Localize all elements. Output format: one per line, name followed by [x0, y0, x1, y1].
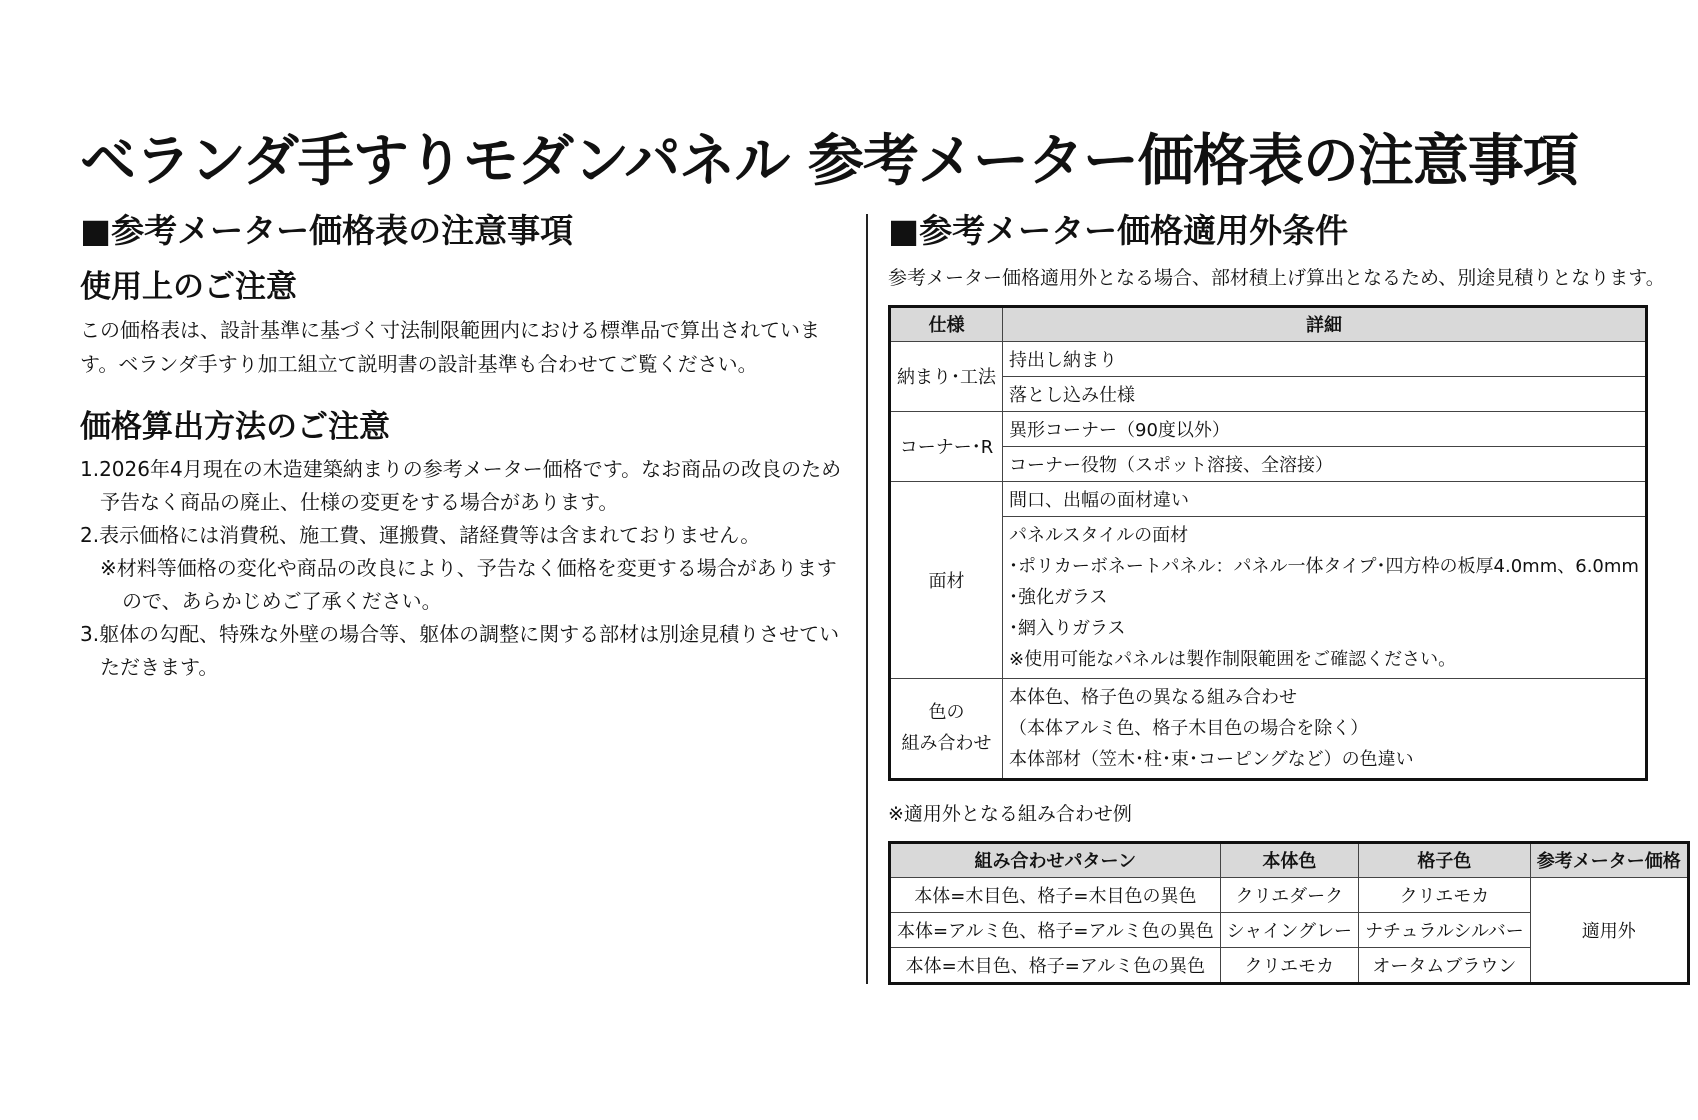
- body-color-cell: クリエダーク: [1220, 877, 1358, 912]
- detail-line: 本体色、格子色の異なる組み合わせ: [1009, 686, 1297, 708]
- table-row: [890, 678, 1647, 779]
- spec-color-line-1: 色の: [928, 702, 965, 724]
- left-column: [80, 210, 855, 684]
- body-color-cell: クリエモカ: [1220, 947, 1358, 983]
- table-row: [890, 411, 1647, 446]
- detail-line: ･ポリカーボネートパネル：パネル一体タイプ･四方枠の板厚4.0mm、6.0mm: [1009, 555, 1639, 577]
- table-row: [890, 481, 1647, 516]
- calc-list: [80, 453, 855, 684]
- detail-cell: コーナー役物（スポット溶接、全溶接）: [1003, 446, 1647, 481]
- detail-line: ※使用可能なパネルは製作制限範囲をご確認ください。: [1009, 648, 1457, 670]
- pattern-cell: 本体=アルミ色、格子=アルミ色の異色: [890, 912, 1221, 947]
- combination-table: [888, 841, 1690, 985]
- table-row: [890, 446, 1647, 481]
- detail-cell-color: [1003, 678, 1647, 779]
- pattern-cell: 本体=木目色、格子=木目色の異色: [890, 877, 1221, 912]
- detail-cell: 異形コーナー（90度以外）: [1003, 411, 1647, 446]
- spec-color: [890, 678, 1003, 779]
- header-price: 参考メーター価格: [1530, 842, 1688, 877]
- detail-line: ･強化ガラス: [1009, 586, 1108, 608]
- header-body-color: 本体色: [1220, 842, 1358, 877]
- detail-line: （本体アルミ色、格子木目色の場合を除く）: [1009, 717, 1369, 739]
- detail-cell: 持出し納まり: [1003, 341, 1647, 376]
- header-pattern: 組み合わせパターン: [890, 842, 1221, 877]
- calc-item-1: 1.2026年4月現在の木造建築納まりの参考メーター価格です。なお商品の改良のため予告なく商品の廃止、仕様の変更をする場合があります。: [80, 457, 842, 515]
- notes-section-heading: ■参考メーター価格表の注意事項: [80, 211, 574, 250]
- table-row: [890, 516, 1647, 678]
- detail-cell: 落とし込み仕様: [1003, 376, 1647, 411]
- header-spec: 仕様: [890, 306, 1003, 341]
- header-detail: 詳細: [1003, 306, 1647, 341]
- detail-line: パネルスタイルの面材: [1009, 524, 1189, 546]
- usage-heading: 使用上のご注意: [80, 268, 297, 305]
- header-lattice-color: 格子色: [1359, 842, 1531, 877]
- table-row: [890, 877, 1689, 912]
- column-divider: [866, 214, 868, 984]
- table-row: [890, 341, 1647, 376]
- conditions-header-row: [890, 306, 1647, 341]
- conditions-table: [888, 305, 1648, 781]
- calc-item-3: 3.躯体の勾配、特殊な外壁の場合等、躯体の調整に関する部材は別途見積りさせていただきます。: [80, 622, 840, 680]
- detail-cell: 間口、出幅の面材違い: [1003, 481, 1647, 516]
- lattice-color-cell: オータムブラウン: [1359, 947, 1531, 983]
- calc-item-2-note: ※材料等価格の変化や商品の改良により、予告なく価格を変更する場合がありますので、あらかじめご了承ください。: [100, 556, 837, 614]
- usage-text: この価格表は、設計基準に基づく寸法制限範囲内における標準品で算出されています。ベランダ手すり加工組立て説明書の設計基準も合わせてご覧ください。: [80, 318, 820, 377]
- exclusion-intro: 参考メーター価格適用外となる場合、部材積上げ算出となるため、別途見積りとなります。: [888, 266, 1665, 289]
- pattern-cell: 本体=木目色、格子=アルミ色の異色: [890, 947, 1221, 983]
- combo-note: ※適用外となる組み合わせ例: [888, 802, 1132, 825]
- page-title: ベランダ手すりモダンパネル 参考メーター価格表の注意事項: [80, 129, 1578, 194]
- detail-cell-panel: [1003, 516, 1647, 678]
- combo-header-row: [890, 842, 1689, 877]
- price-cell: 適用外: [1530, 877, 1688, 983]
- spec-corner: コーナー･R: [890, 411, 1003, 481]
- spec-color-line-2: 組み合わせ: [901, 733, 992, 755]
- spec-menzai: 面材: [890, 481, 1003, 678]
- lattice-color-cell: クリエモカ: [1359, 877, 1531, 912]
- calc-heading: 価格算出方法のご注意: [80, 409, 390, 446]
- table-row: [890, 376, 1647, 411]
- calc-item-2: 2.表示価格には消費税、施工費、運搬費、諸経費等は含まれておりません。: [80, 523, 761, 548]
- lattice-color-cell: ナチュラルシルバー: [1359, 912, 1531, 947]
- right-column: [888, 210, 1681, 985]
- spec-osamari: 納まり･工法: [890, 341, 1003, 411]
- detail-line: 本体部材（笠木･柱･束･コーピングなど）の色違い: [1009, 748, 1414, 770]
- detail-line: ･網入りガラス: [1009, 617, 1126, 639]
- exclusion-section-heading: ■参考メーター価格適用外条件: [888, 211, 1349, 250]
- body-color-cell: シャイングレー: [1220, 912, 1358, 947]
